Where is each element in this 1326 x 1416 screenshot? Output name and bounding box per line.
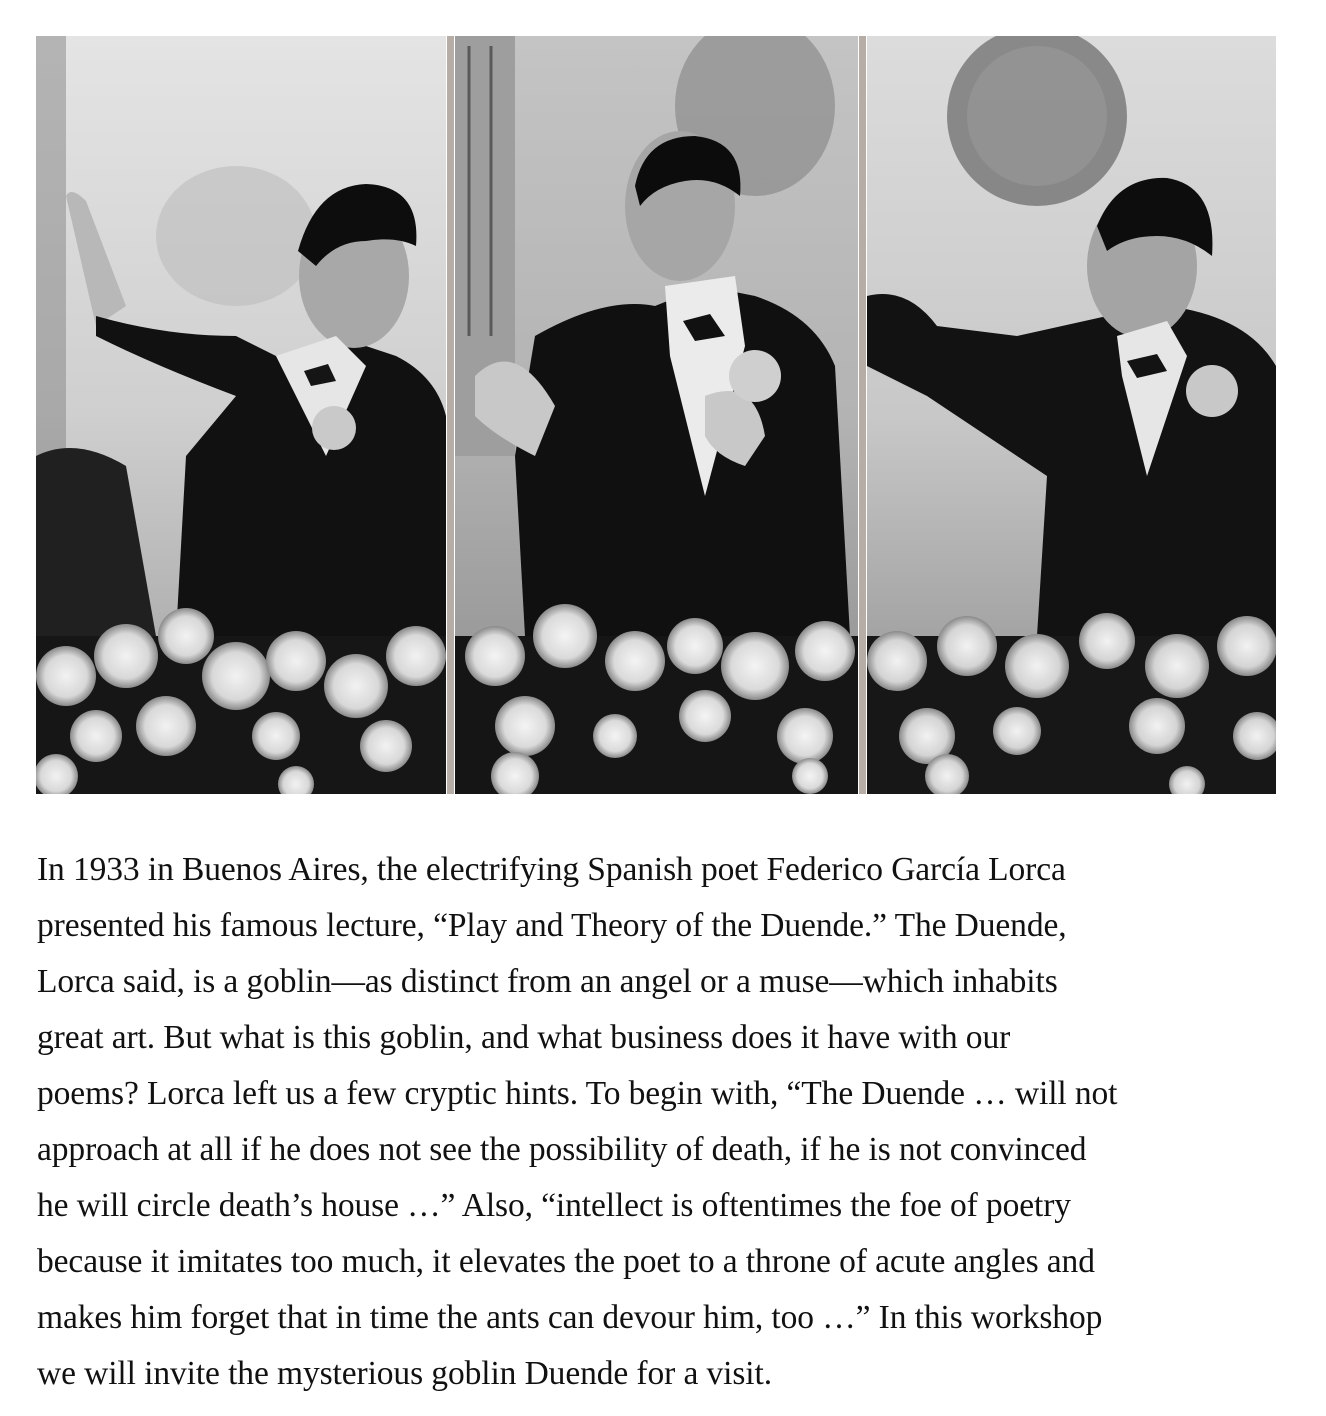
paragraph-line: we will invite the mysterious goblin Duende for a visit. <box>37 1355 772 1392</box>
paragraph-line: poems? Lorca left us a few cryptic hints. To begin with, “The Duende … will not <box>37 1075 1118 1112</box>
panel-divider <box>858 36 867 794</box>
photo-panel-2 <box>455 36 858 794</box>
photo-panel-3 <box>867 36 1276 794</box>
photo-speaker-raising-hand <box>36 36 446 794</box>
photo-panel-1 <box>36 36 446 794</box>
paragraph-line: Lorca said, is a goblin—as distinct from an angel or a muse—which inhabits <box>37 963 1058 1000</box>
panel-divider <box>446 36 455 794</box>
photo-speaker-hands-raised <box>455 36 858 794</box>
article-paragraph <box>37 842 1287 1402</box>
paragraph-line: he will circle death’s house …” Also, “intellect is oftentimes the foe of poetry <box>37 1187 1071 1224</box>
photo-speaker-arm-extended <box>867 36 1276 794</box>
photo-triptych <box>36 36 1276 794</box>
paragraph-line: makes him forget that in time the ants can devour him, too …” In this workshop <box>37 1299 1103 1336</box>
paragraph-line: presented his famous lecture, “Play and Theory of the Duende.” The Duende, <box>37 907 1067 944</box>
paragraph-line: In 1933 in Buenos Aires, the electrifying Spanish poet Federico García Lorca <box>37 851 1066 888</box>
paragraph-line: because it imitates too much, it elevates the poet to a throne of acute angles and <box>37 1243 1095 1280</box>
paragraph-line: approach at all if he does not see the possibility of death, if he is not convinced <box>37 1131 1087 1168</box>
paragraph-line: great art. But what is this goblin, and what business does it have with our <box>37 1019 1011 1056</box>
